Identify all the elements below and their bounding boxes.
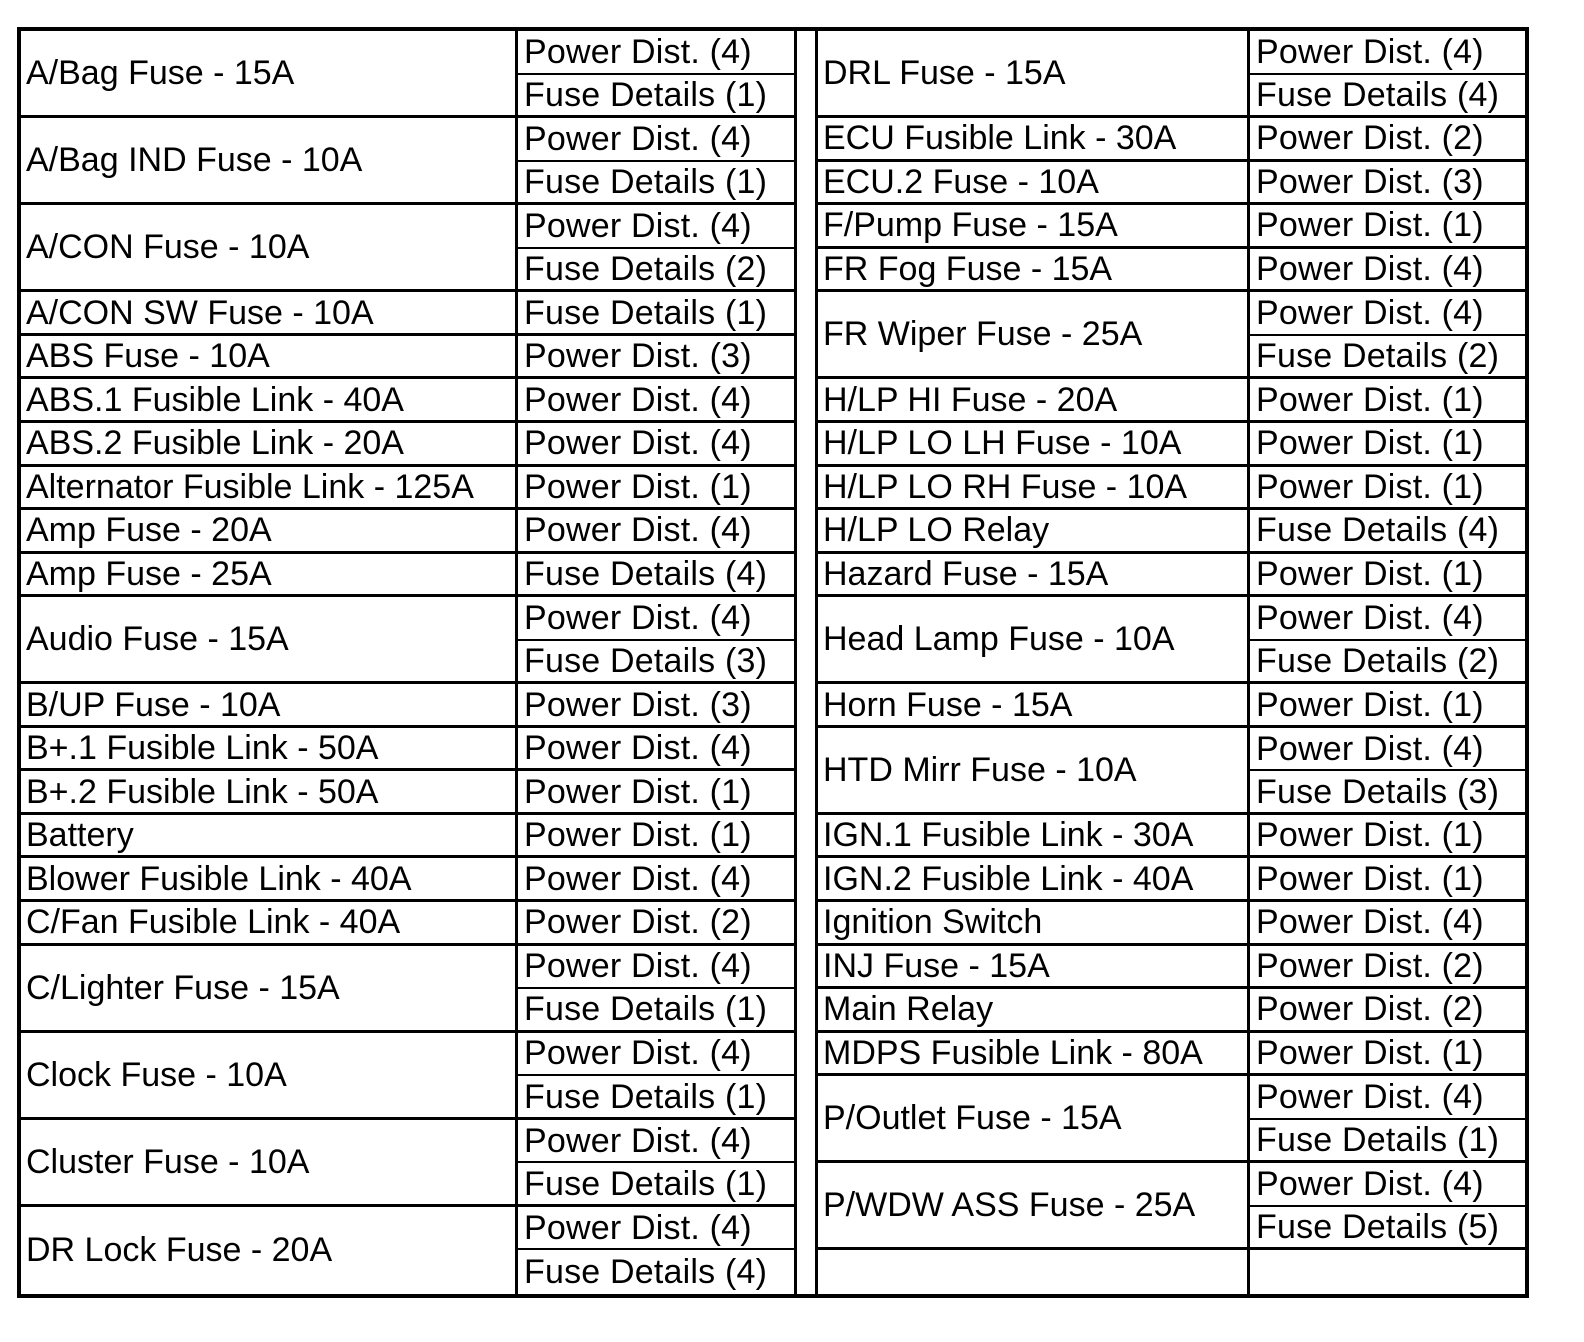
component-name: A/CON SW Fuse - 10A — [21, 292, 518, 336]
component-name: A/Bag IND Fuse - 10A — [21, 118, 518, 205]
reference-cell: Fuse Details (4) — [1250, 75, 1525, 119]
component-name: A/CON Fuse - 10A — [21, 205, 518, 292]
reference-cell: Power Dist. (1) — [1250, 1033, 1525, 1077]
reference-cell: Power Dist. (4) — [1250, 1163, 1525, 1207]
reference-cell: Power Dist. (4) — [1250, 597, 1525, 641]
reference-cell: Power Dist. (3) — [518, 336, 794, 380]
fuse-index-table — [17, 27, 1529, 1298]
reference-cell: Fuse Details (3) — [1250, 771, 1525, 815]
reference-cell: Fuse Details (3) — [518, 641, 794, 685]
reference-cell: Power Dist. (1) — [1250, 684, 1525, 728]
component-name: C/Lighter Fuse - 15A — [21, 946, 518, 1033]
reference-cell: Fuse Details (1) — [518, 1076, 794, 1120]
component-name: Main Relay — [818, 989, 1250, 1033]
reference-cell: Fuse Details (4) — [1250, 510, 1525, 554]
component-name: INJ Fuse - 15A — [818, 946, 1250, 990]
reference-cell: Fuse Details (5) — [1250, 1207, 1525, 1251]
reference-cell: Power Dist. (1) — [1250, 205, 1525, 249]
component-name: B+.1 Fusible Link - 50A — [21, 728, 518, 772]
component-name: ECU.2 Fuse - 10A — [818, 162, 1250, 206]
reference-cell: Power Dist. (1) — [1250, 858, 1525, 902]
component-name: ABS.1 Fusible Link - 40A — [21, 379, 518, 423]
component-name: C/Fan Fusible Link - 40A — [21, 902, 518, 946]
component-name: MDPS Fusible Link - 80A — [818, 1033, 1250, 1077]
component-name: Blower Fusible Link - 40A — [21, 858, 518, 902]
reference-cell — [1250, 1250, 1525, 1294]
reference-cell: Power Dist. (4) — [518, 118, 794, 162]
component-name: DR Lock Fuse - 20A — [21, 1207, 518, 1294]
reference-cell: Power Dist. (4) — [518, 858, 794, 902]
component-name: Ignition Switch — [818, 902, 1250, 946]
reference-cell: Power Dist. (1) — [1250, 423, 1525, 467]
component-name: HTD Mirr Fuse - 10A — [818, 728, 1250, 815]
component-name: ECU Fusible Link - 30A — [818, 118, 1250, 162]
component-name: ABS.2 Fusible Link - 20A — [21, 423, 518, 467]
reference-cell: Fuse Details (1) — [518, 162, 794, 206]
reference-cell: Power Dist. (1) — [518, 771, 794, 815]
reference-cell: Power Dist. (1) — [1250, 379, 1525, 423]
reference-cell: Fuse Details (4) — [518, 554, 794, 598]
component-name: IGN.2 Fusible Link - 40A — [818, 858, 1250, 902]
component-name: H/LP LO Relay — [818, 510, 1250, 554]
reference-cell: Power Dist. (4) — [1250, 1076, 1525, 1120]
column-divider — [794, 31, 818, 1294]
component-name: Audio Fuse - 15A — [21, 597, 518, 684]
reference-cell: Power Dist. (2) — [1250, 946, 1525, 990]
component-name: H/LP LO LH Fuse - 10A — [818, 423, 1250, 467]
left-column — [21, 31, 794, 1294]
component-name: Amp Fuse - 25A — [21, 554, 518, 598]
reference-cell: Fuse Details (1) — [518, 989, 794, 1033]
reference-cell: Fuse Details (2) — [1250, 336, 1525, 380]
reference-cell: Power Dist. (1) — [1250, 467, 1525, 511]
reference-cell: Power Dist. (4) — [518, 31, 794, 75]
reference-cell: Power Dist. (2) — [518, 902, 794, 946]
component-name: P/WDW ASS Fuse - 25A — [818, 1163, 1250, 1250]
reference-cell: Power Dist. (3) — [518, 684, 794, 728]
reference-cell: Power Dist. (4) — [1250, 292, 1525, 336]
reference-cell: Power Dist. (1) — [518, 467, 794, 511]
reference-cell: Power Dist. (4) — [1250, 728, 1525, 772]
reference-cell: Fuse Details (1) — [518, 75, 794, 119]
reference-cell: Power Dist. (4) — [518, 510, 794, 554]
reference-cell: Fuse Details (1) — [518, 292, 794, 336]
component-name: FR Wiper Fuse - 25A — [818, 292, 1250, 379]
reference-cell: Power Dist. (4) — [518, 1033, 794, 1077]
component-name: A/Bag Fuse - 15A — [21, 31, 518, 118]
reference-cell: Power Dist. (1) — [1250, 815, 1525, 859]
component-name: Cluster Fuse - 10A — [21, 1120, 518, 1207]
component-name: Horn Fuse - 15A — [818, 684, 1250, 728]
reference-cell: Power Dist. (4) — [518, 379, 794, 423]
reference-cell: Power Dist. (4) — [1250, 31, 1525, 75]
reference-cell: Power Dist. (3) — [1250, 162, 1525, 206]
component-name — [818, 1250, 1250, 1294]
reference-cell: Power Dist. (4) — [518, 423, 794, 467]
component-name: Head Lamp Fuse - 10A — [818, 597, 1250, 684]
reference-cell: Power Dist. (4) — [518, 728, 794, 772]
component-name: Battery — [21, 815, 518, 859]
reference-cell: Power Dist. (4) — [518, 946, 794, 990]
reference-cell: Power Dist. (4) — [518, 205, 794, 249]
component-name: Alternator Fusible Link - 125A — [21, 467, 518, 511]
component-name: H/LP LO RH Fuse - 10A — [818, 467, 1250, 511]
reference-cell: Power Dist. (4) — [518, 597, 794, 641]
reference-cell: Fuse Details (2) — [518, 249, 794, 293]
component-name: H/LP HI Fuse - 20A — [818, 379, 1250, 423]
component-name: Hazard Fuse - 15A — [818, 554, 1250, 598]
reference-cell: Power Dist. (4) — [1250, 902, 1525, 946]
reference-cell: Fuse Details (1) — [1250, 1120, 1525, 1164]
reference-cell: Power Dist. (4) — [518, 1120, 794, 1164]
component-name: IGN.1 Fusible Link - 30A — [818, 815, 1250, 859]
reference-cell: Fuse Details (4) — [524, 1253, 768, 1292]
reference-cell: Power Dist. (4) — [518, 1207, 794, 1251]
component-name: FR Fog Fuse - 15A — [818, 249, 1250, 293]
reference-cell: Power Dist. (2) — [1250, 118, 1525, 162]
component-name: DRL Fuse - 15A — [818, 31, 1250, 118]
reference-cell: Power Dist. (2) — [1250, 989, 1525, 1033]
reference-cell: Fuse Details (1) — [518, 1163, 794, 1207]
component-name: F/Pump Fuse - 15A — [818, 205, 1250, 249]
right-column — [818, 31, 1525, 1294]
component-name: Clock Fuse - 10A — [21, 1033, 518, 1120]
component-name: Amp Fuse - 20A — [21, 510, 518, 554]
reference-cell: Power Dist. (4) — [1250, 249, 1525, 293]
component-name: B/UP Fuse - 10A — [21, 684, 518, 728]
component-name: ABS Fuse - 10A — [21, 336, 518, 380]
reference-cell: Power Dist. (1) — [518, 815, 794, 859]
component-name: P/Outlet Fuse - 15A — [818, 1076, 1250, 1163]
reference-cell: Fuse Details (2) — [1250, 641, 1525, 685]
reference-cell: Power Dist. (1) — [1250, 554, 1525, 598]
component-name: B+.2 Fusible Link - 50A — [21, 771, 518, 815]
